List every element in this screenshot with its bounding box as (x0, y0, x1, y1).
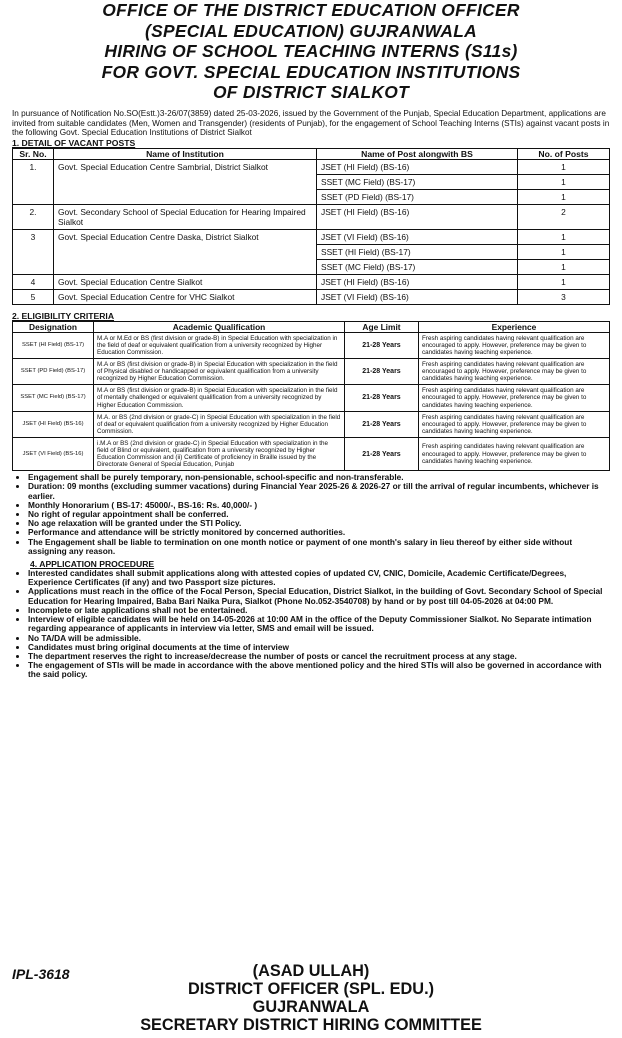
post-cell: JSET (HI Field) (BS-16) (317, 159, 518, 174)
procedure-item: • No TA/DA will be admissible. (28, 634, 610, 643)
designation-cell: SSET (PD Field) (BS-17) (13, 359, 94, 385)
table-row (13, 229, 610, 244)
procedure-item: • The engagement of STIs will be made in accordance with the above mentioned policy and the hired STIs will also be governed in accordance with the said policy. (28, 661, 610, 679)
sr-no-cell: 5 (13, 289, 54, 304)
experience-cell: Fresh aspiring candidates having relevant qualification are encouraged to apply. However, preference may be given to candidates having teaching experience. (419, 385, 610, 411)
qualification-cell: M.A or M.Ed or BS (first division or grade-B) in Special Education with specialization in the field of deaf or equivalent qualification from a university recognized by Higher Education Commission. (94, 332, 345, 358)
procedure-item: • Interested candidates shall submit applications along with attested copies of updated CV, CNIC, Domicile, Academic Certificate/Degrees, Experience Certificates (if any) and two Passport size pictures. (28, 569, 610, 587)
institution-cell: Govt. Special Education Centre Sialkot (54, 274, 317, 289)
header-line: (SPECIAL EDUCATION) GUJRANWALA (144, 20, 478, 41)
sr-no-cell: 2. (13, 204, 54, 229)
col-no-of-posts: No. of Posts (518, 148, 610, 159)
header-line: HIRING OF SCHOOL TEACHING INTERNS (S11s) (104, 41, 518, 62)
signature-block (0, 962, 622, 1034)
qualification-cell: M.A or BS (first division or grade-B) in Special Education with specialization in the field of mentally challenged or equivalent qualification from a university recognized by Higher Education Commission. (94, 385, 345, 411)
vacant-posts-table (12, 148, 610, 305)
designation-cell: SSET (HI Field) (BS-17) (13, 332, 94, 358)
signatory-designation: DISTRICT OFFICER (SPL. EDU.) (187, 980, 435, 998)
procedure-item: • Interview of eligible candidates will be held on 14-05-2026 at 10:00 AM in the office of the Deputy Commissioner Sialkot. No Separate intimation regarding appearance of applicants in interview via letter, SMS and email will be issued. (28, 615, 610, 633)
intro-paragraph: In pursuance of Notification No.SO(Estt.)3-26/07(3859) dated 25-03-2026, issued by the Government of the Punjab, Special Education Department, applications are invited from suitable candidates (Men, Women and Transgender) (residents of Punjab), for the engagement of School Teaching Interns (STIs) against vacant posts in the following Govt. Special Education Institutions of District Sialkot (12, 108, 610, 138)
condition-item: • Duration: 09 months (excluding summer vacations) during Financial Year 2025-26 & 2026-27 or till the arrival of regular incumbents, whichever is earlier. (28, 482, 610, 500)
designation-cell: SSET (MC Field) (BS-17) (13, 385, 94, 411)
procedure-list (28, 569, 610, 679)
posts-count-cell: 1 (518, 259, 610, 274)
table-row (13, 411, 610, 437)
institution-cell: Govt. Special Education Centre Daska, District Sialkot (54, 229, 317, 274)
procedure-item: • Applications must reach in the office of the Focal Person, Special Education, District Sialkot, in the building of Govt. Secondary School of Special Education for Hearing Impaired, Baba Bari Naika Pura, Sialkot (Phone No.052-3540708) by hand or by post till 04-05-2026 at 04:00 PM. (28, 587, 610, 605)
age-limit-cell: 21-28 Years (345, 359, 419, 385)
institution-cell: Govt. Secondary School of Special Education for Hearing Impaired Sialkot (54, 204, 317, 229)
post-cell: SSET (PD Field) (BS-17) (317, 189, 518, 204)
institution-cell: Govt. Special Education Centre for VHC Sialkot (54, 289, 317, 304)
post-cell: SSET (MC Field) (BS-17) (317, 259, 518, 274)
condition-item: • Performance and attendance will be strictly monitored by concerned authorities. (28, 528, 610, 537)
age-limit-cell: 21-28 Years (345, 411, 419, 437)
post-cell: SSET (HI Field) (BS-17) (317, 244, 518, 259)
posts-count-cell: 2 (518, 204, 610, 229)
table-row (13, 289, 610, 304)
procedure-heading: 4. APPLICATION PROCEDURE (30, 559, 155, 570)
posts-count-cell: 1 (518, 274, 610, 289)
experience-cell: Fresh aspiring candidates having relevant qualification are encouraged to apply. However, preference may be given to candidates having teaching experience. (419, 332, 610, 358)
designation-cell: JSET (HI Field) (BS-16) (13, 411, 94, 437)
procedure-item: • Incomplete or late applications shall not be entertained. (28, 606, 610, 615)
age-limit-cell: 21-28 Years (345, 437, 419, 470)
col-sr-no: Sr. No. (13, 148, 54, 159)
eligibility-table (12, 321, 610, 472)
table-row (13, 332, 610, 358)
experience-cell: Fresh aspiring candidates having relevant qualification are encouraged to apply. However, preference may be given to candidates having teaching experience. (419, 411, 610, 437)
document-header (6, 0, 616, 103)
table-row (13, 159, 610, 174)
ipl-number: IPL-3618 (12, 966, 70, 982)
posts-count-cell: 1 (518, 229, 610, 244)
sr-no-cell: 4 (13, 274, 54, 289)
posts-count-cell: 3 (518, 289, 610, 304)
table-row (13, 204, 610, 229)
age-limit-cell: 21-28 Years (345, 332, 419, 358)
conditions-list (28, 473, 610, 556)
header-line: FOR GOVT. SPECIAL EDUCATION INSTITUTIONS (101, 61, 521, 82)
condition-item: • Monthly Honorarium ( BS-17: 45000/-, BS-16: Rs. 40,000/- ) (28, 501, 610, 510)
table-row (13, 274, 610, 289)
experience-cell: Fresh aspiring candidates having relevant qualification are encouraged to apply. However, preference may be given to candidates having teaching experience. (419, 359, 610, 385)
header-line: OF DISTRICT SIALKOT (212, 82, 410, 103)
posts-count-cell: 1 (518, 244, 610, 259)
sr-no-cell: 1. (13, 159, 54, 204)
posts-count-cell: 1 (518, 189, 610, 204)
post-cell: JSET (HI Field) (BS-16) (317, 204, 518, 229)
col-designation: Designation (13, 321, 94, 332)
condition-item: • No age relaxation will be granted under the STI Policy. (28, 519, 610, 528)
posts-count-cell: 1 (518, 159, 610, 174)
header-line: OFFICE OF THE DISTRICT EDUCATION OFFICER (102, 0, 520, 20)
procedure-item: • The department reserves the right to increase/decrease the number of posts or cancel the recruitment process at any stage. (28, 652, 610, 661)
qualification-cell: M.A or BS (first division or grade-B) in Special Education with specialization in the field of Physical disabled or handicapped or equivalent qualification from a university recognized by Higher Education Commission. (94, 359, 345, 385)
table-row (13, 437, 610, 470)
col-institution: Name of Institution (54, 148, 317, 159)
qualification-cell: i.M.A or BS (2nd division or grade-C) in Special Education with specialization in the field of Blind or equivalent, qualification from a university recognized by Higher Education Commission and (ii) Certificate of proficiency in Braille issued by the Directorate General of Special Education, Punjab (94, 437, 345, 470)
col-age-limit: Age Limit (345, 321, 419, 332)
vacant-posts-heading: 1. DETAIL OF VACANT POSTS (12, 137, 136, 148)
posts-count-cell: 1 (518, 174, 610, 189)
qualification-cell: M.A. or BS (2nd division or grade-C) in Special Education with specialization in the field of deaf or equivalent qualification from a university recognized by Higher Education Commission. (94, 411, 345, 437)
eligibility-heading: 2. ELIGIBILITY CRITERIA (12, 310, 115, 321)
post-cell: JSET (VI Field) (BS-16) (317, 289, 518, 304)
signatory-city: GUJRANWALA (252, 998, 370, 1016)
condition-item: • The Engagement shall be liable to termination on one month notice or payment of one month's salary in lieu thereof by either side without assigning any reason. (28, 538, 610, 556)
post-cell: JSET (HI Field) (BS-16) (317, 274, 518, 289)
signatory-name: (ASAD ULLAH) (252, 962, 370, 980)
experience-cell: Fresh aspiring candidates having relevant qualification are encouraged to apply. However, preference may be given to candidates having teaching experience. (419, 437, 610, 470)
table-row (13, 385, 610, 411)
col-post: Name of Post alongwith BS (317, 148, 518, 159)
post-cell: SSET (MC Field) (BS-17) (317, 174, 518, 189)
designation-cell: JSET (VI Field) (BS-16) (13, 437, 94, 470)
signatory-committee: SECRETARY DISTRICT HIRING COMMITTEE (140, 1016, 482, 1034)
age-limit-cell: 21-28 Years (345, 385, 419, 411)
post-cell: JSET (VI Field) (BS-16) (317, 229, 518, 244)
condition-item: • No right of regular appointment shall be conferred. (28, 510, 610, 519)
institution-cell: Govt. Special Education Centre Sambrial, District Sialkot (54, 159, 317, 204)
col-qualification: Academic Qualification (94, 321, 345, 332)
procedure-item: • Candidates must bring original documents at the time of interview (28, 643, 610, 652)
col-experience: Experience (419, 321, 610, 332)
table-row (13, 359, 610, 385)
condition-item: • Engagement shall be purely temporary, non-pensionable, school-specific and non-transferable. (28, 473, 610, 482)
sr-no-cell: 3 (13, 229, 54, 274)
